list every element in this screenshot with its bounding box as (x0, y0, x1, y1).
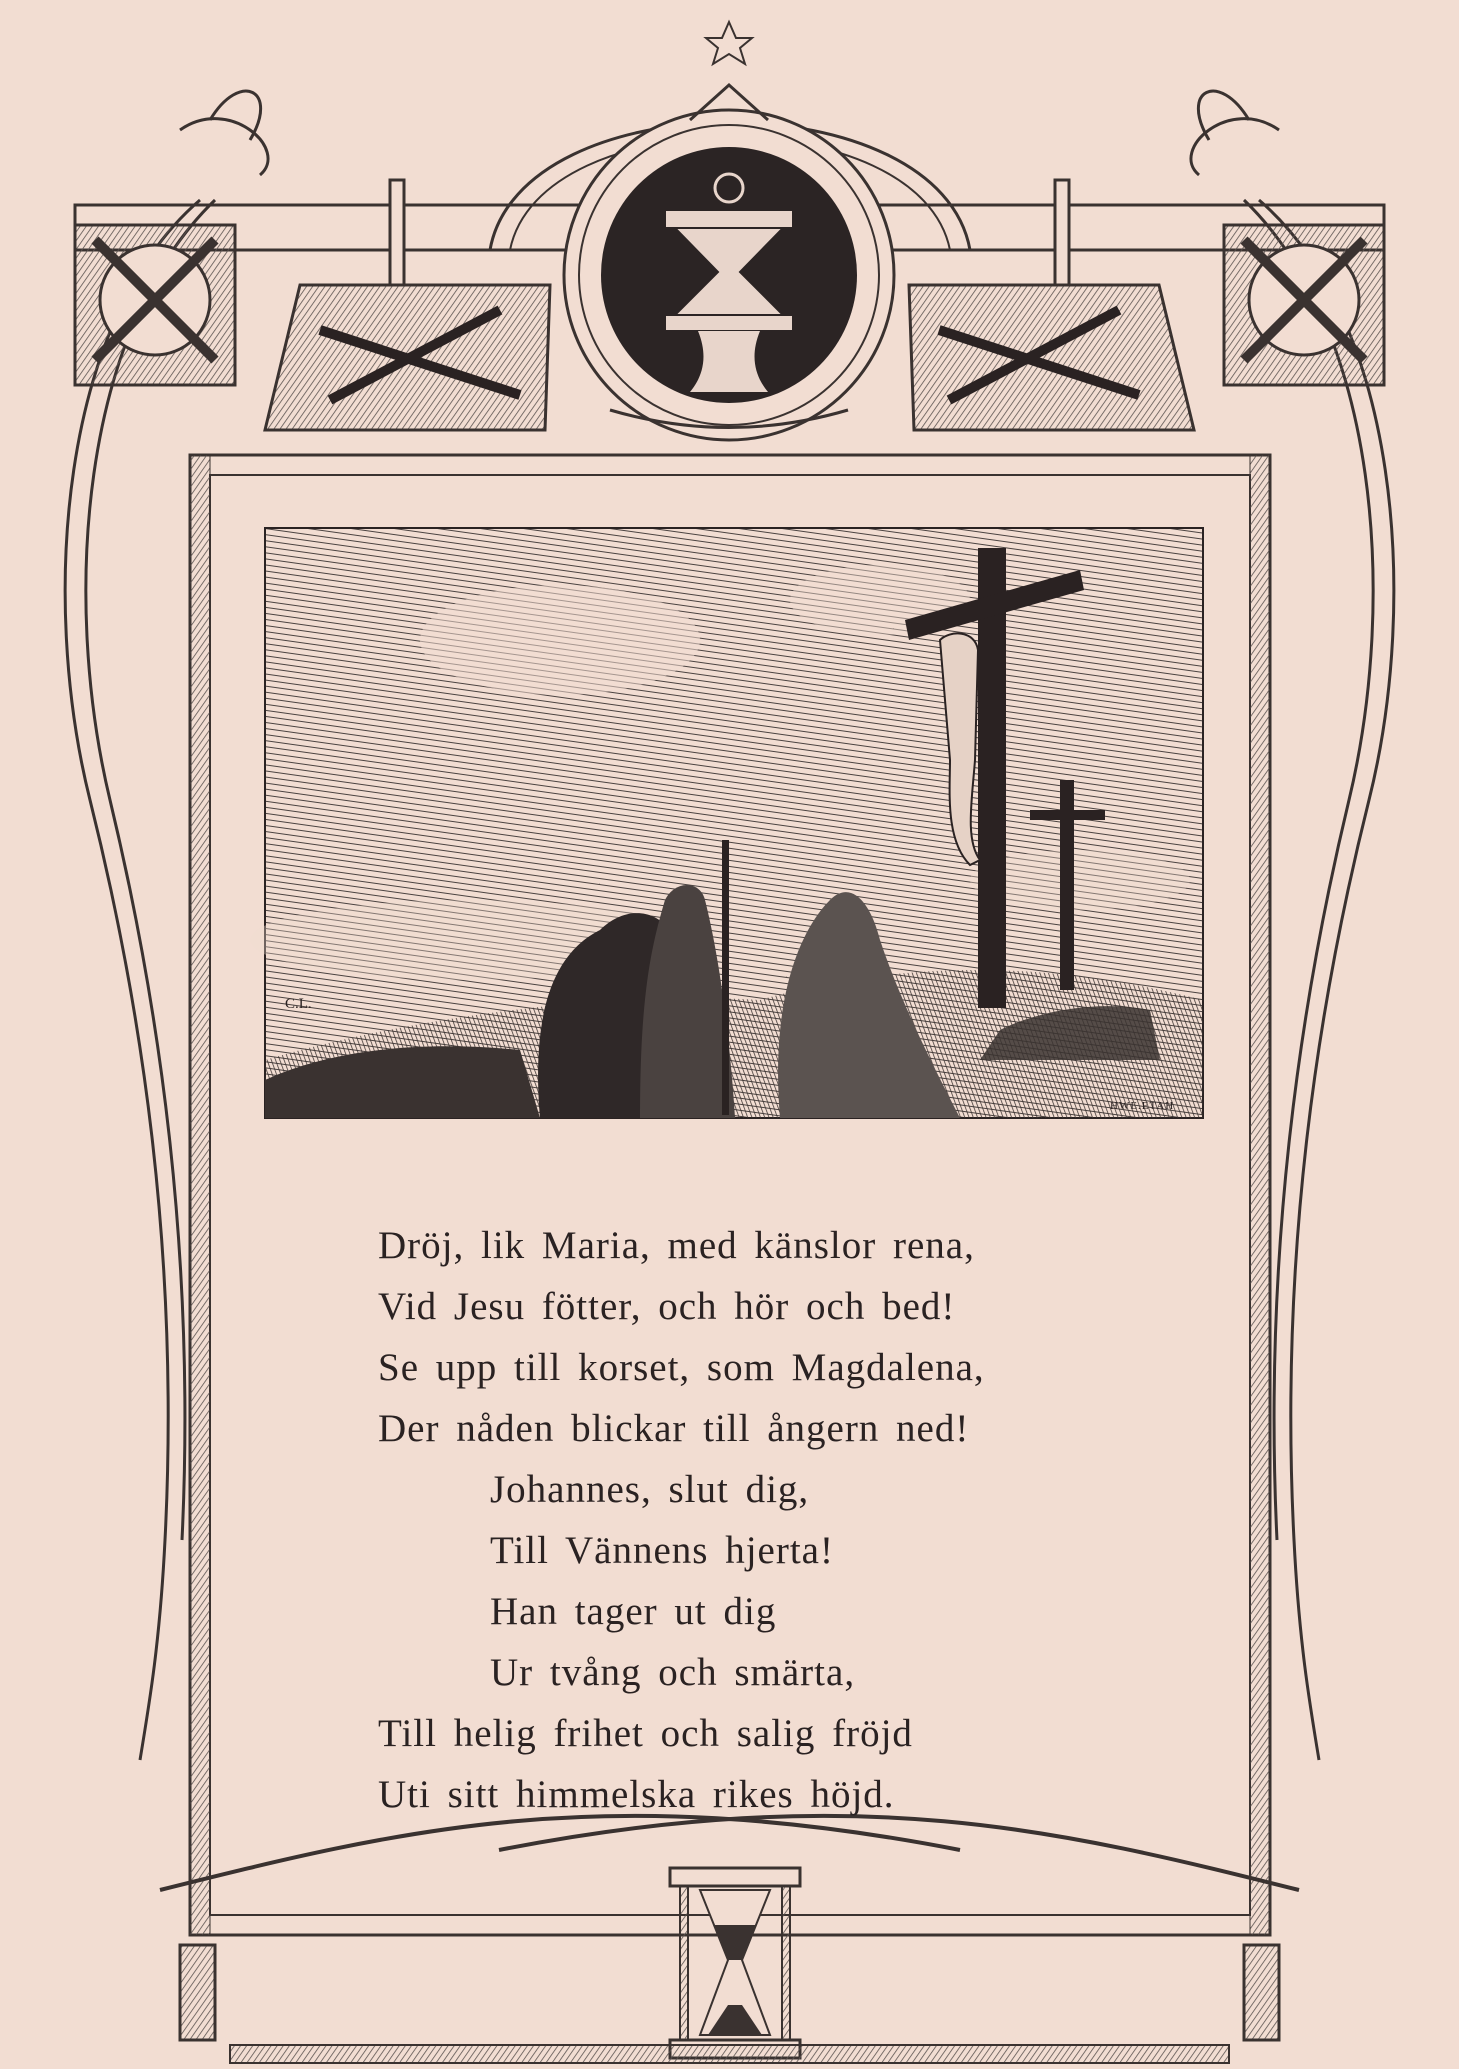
poem-line: Till helig frihet och salig fröjd (378, 1712, 913, 1755)
poem-line: Uti sitt himmelska rikes höjd. (378, 1773, 895, 1816)
header-ornament (75, 22, 1384, 440)
artist-signature: C.L. (285, 996, 312, 1012)
crucifixion-illustration (250, 528, 1203, 1118)
poem-line-indented: Till Vännens hjerta! (490, 1529, 834, 1572)
poem-line-indented: Johannes, slut dig, (490, 1468, 810, 1511)
poem-line-indented: Ur tvång och smärta, (490, 1651, 856, 1694)
poem-line: Dröj, lik Maria, med känslor rena, (378, 1224, 975, 1267)
bottom-hourglass-ornament (160, 1816, 1299, 2063)
poem-line: Vid Jesu fötter, och hör och bed! (378, 1285, 956, 1328)
engraver-signature: HWE.ETAH (1110, 1100, 1175, 1112)
poem-line: Se upp till korset, som Magdalena, (378, 1346, 985, 1389)
poem-stanza (378, 1215, 1138, 1825)
poem-line-indented: Han tager ut dig (490, 1590, 777, 1633)
poem-line: Der nåden blickar till ångern ned! (378, 1407, 970, 1450)
